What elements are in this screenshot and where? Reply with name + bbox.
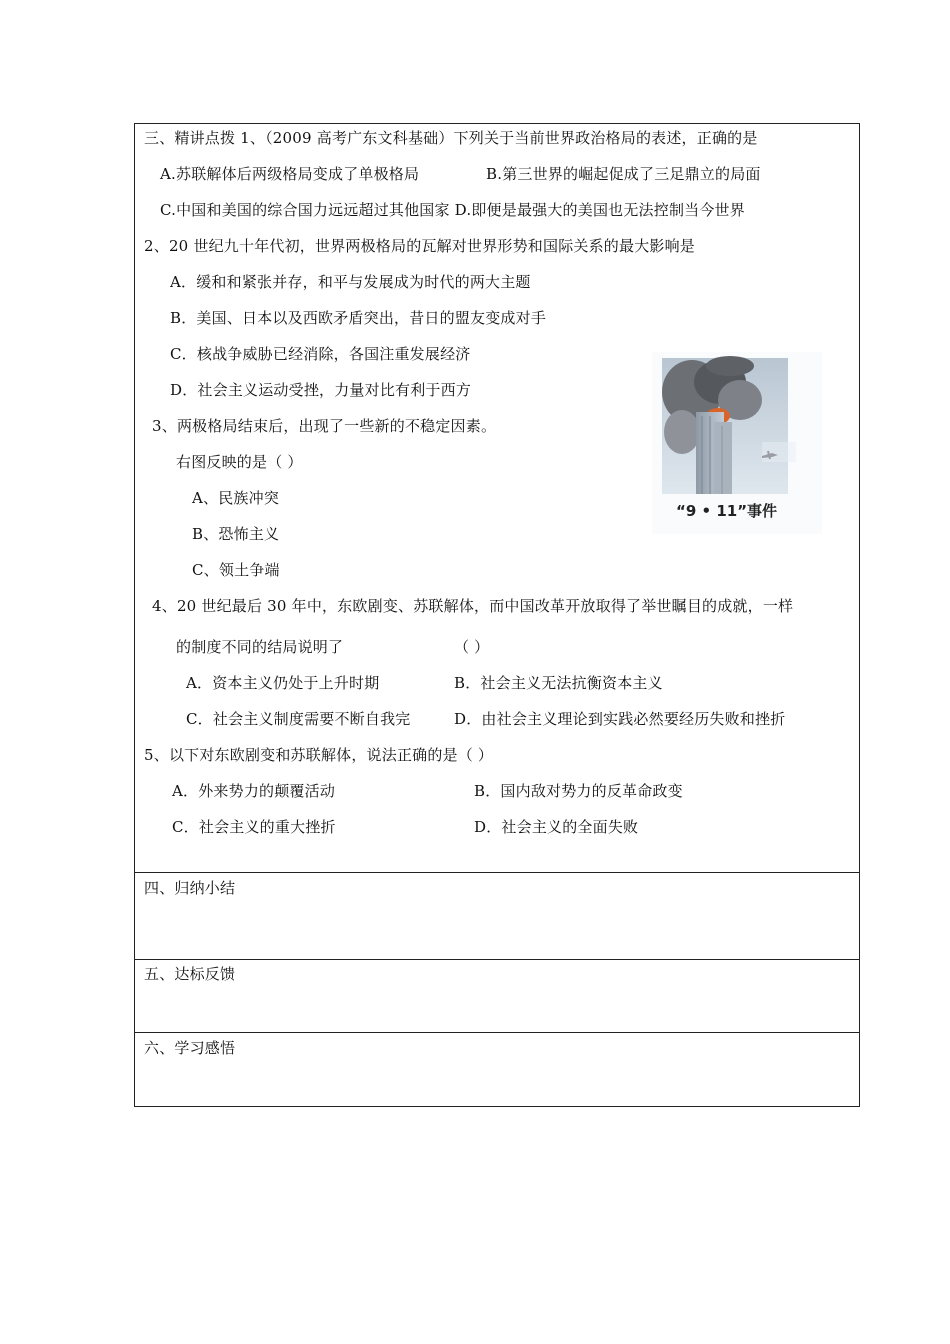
row-divider bbox=[134, 1032, 860, 1033]
q4-option-d: D．由社会主义理论到实践必然要经历失败和挫折 bbox=[454, 710, 786, 728]
q4-stem: 4、20 世纪最后 30 年中，东欧剧变、苏联解体，而中国改革开放取得了举世瞩目的成就，一样 bbox=[152, 597, 794, 615]
q3-option-b: B、恐怖主义 bbox=[192, 525, 280, 543]
q1-option-cd: C.中国和美国的综合国力远远超过其他国家 D.即便是最强大的美国也无法控制当今世界 bbox=[160, 201, 745, 219]
q4-option-b: B．社会主义无法抗衡资本主义 bbox=[454, 674, 663, 692]
q2-option-d: D．社会主义运动受挫，力量对比有利于西方 bbox=[170, 381, 472, 399]
section6-heading: 六、学习感悟 bbox=[144, 1039, 236, 1057]
q3-option-a: A、民族冲突 bbox=[192, 489, 280, 507]
q4-option-c: C．社会主义制度需要不断自我完 bbox=[186, 710, 411, 728]
q5-option-b: B．国内敌对势力的反革命政变 bbox=[474, 782, 683, 800]
q3-option-c: C、领土争端 bbox=[192, 561, 280, 579]
q2-option-a: A．缓和和紧张并存，和平与发展成为时代的两大主题 bbox=[170, 273, 531, 291]
section3-heading: 三、精讲点拨 1、（2009 高考广东文科基础）下列关于当前世界政治格局的表述，正确的是 bbox=[144, 129, 758, 147]
q2-option-b: B．美国、日本以及西欧矛盾突出，昔日的盟友变成对手 bbox=[170, 309, 547, 327]
photo-caption: “9 • 11”事件 bbox=[676, 502, 778, 520]
section5-heading: 五、达标反馈 bbox=[144, 965, 236, 983]
q5-option-c: C．社会主义的重大挫折 bbox=[172, 818, 336, 836]
q2-stem: 2、20 世纪九十年代初，世界两极格局的瓦解对世界形势和国际关系的最大影响是 bbox=[144, 237, 696, 255]
q4-answer-paren: （ ） bbox=[454, 638, 490, 656]
q1-option-b: B.第三世界的崛起促成了三足鼎立的局面 bbox=[486, 165, 761, 183]
q5-stem: 5、以下对东欧剧变和苏联解体，说法正确的是（ ） bbox=[144, 746, 494, 764]
q5-option-d: D．社会主义的全面失败 bbox=[474, 818, 639, 836]
row-divider bbox=[134, 872, 860, 873]
q3-sub: 右图反映的是（ ） bbox=[176, 453, 303, 471]
q2-option-c: C．核战争威胁已经消除，各国注重发展经济 bbox=[170, 345, 471, 363]
q3-stem: 3、两极格局结束后，出现了一些新的不稳定因素。 bbox=[152, 417, 497, 435]
row-divider bbox=[134, 959, 860, 960]
section4-heading: 四、归纳小结 bbox=[144, 879, 236, 897]
q4-stem-continued: 的制度不同的结局说明了 bbox=[176, 638, 344, 656]
q5-option-a: A．外来势力的颠覆活动 bbox=[172, 782, 336, 800]
q4-option-a: A．资本主义仍处于上升时期 bbox=[186, 674, 380, 692]
q1-option-a: A.苏联解体后两级格局变成了单极格局 bbox=[160, 165, 420, 183]
